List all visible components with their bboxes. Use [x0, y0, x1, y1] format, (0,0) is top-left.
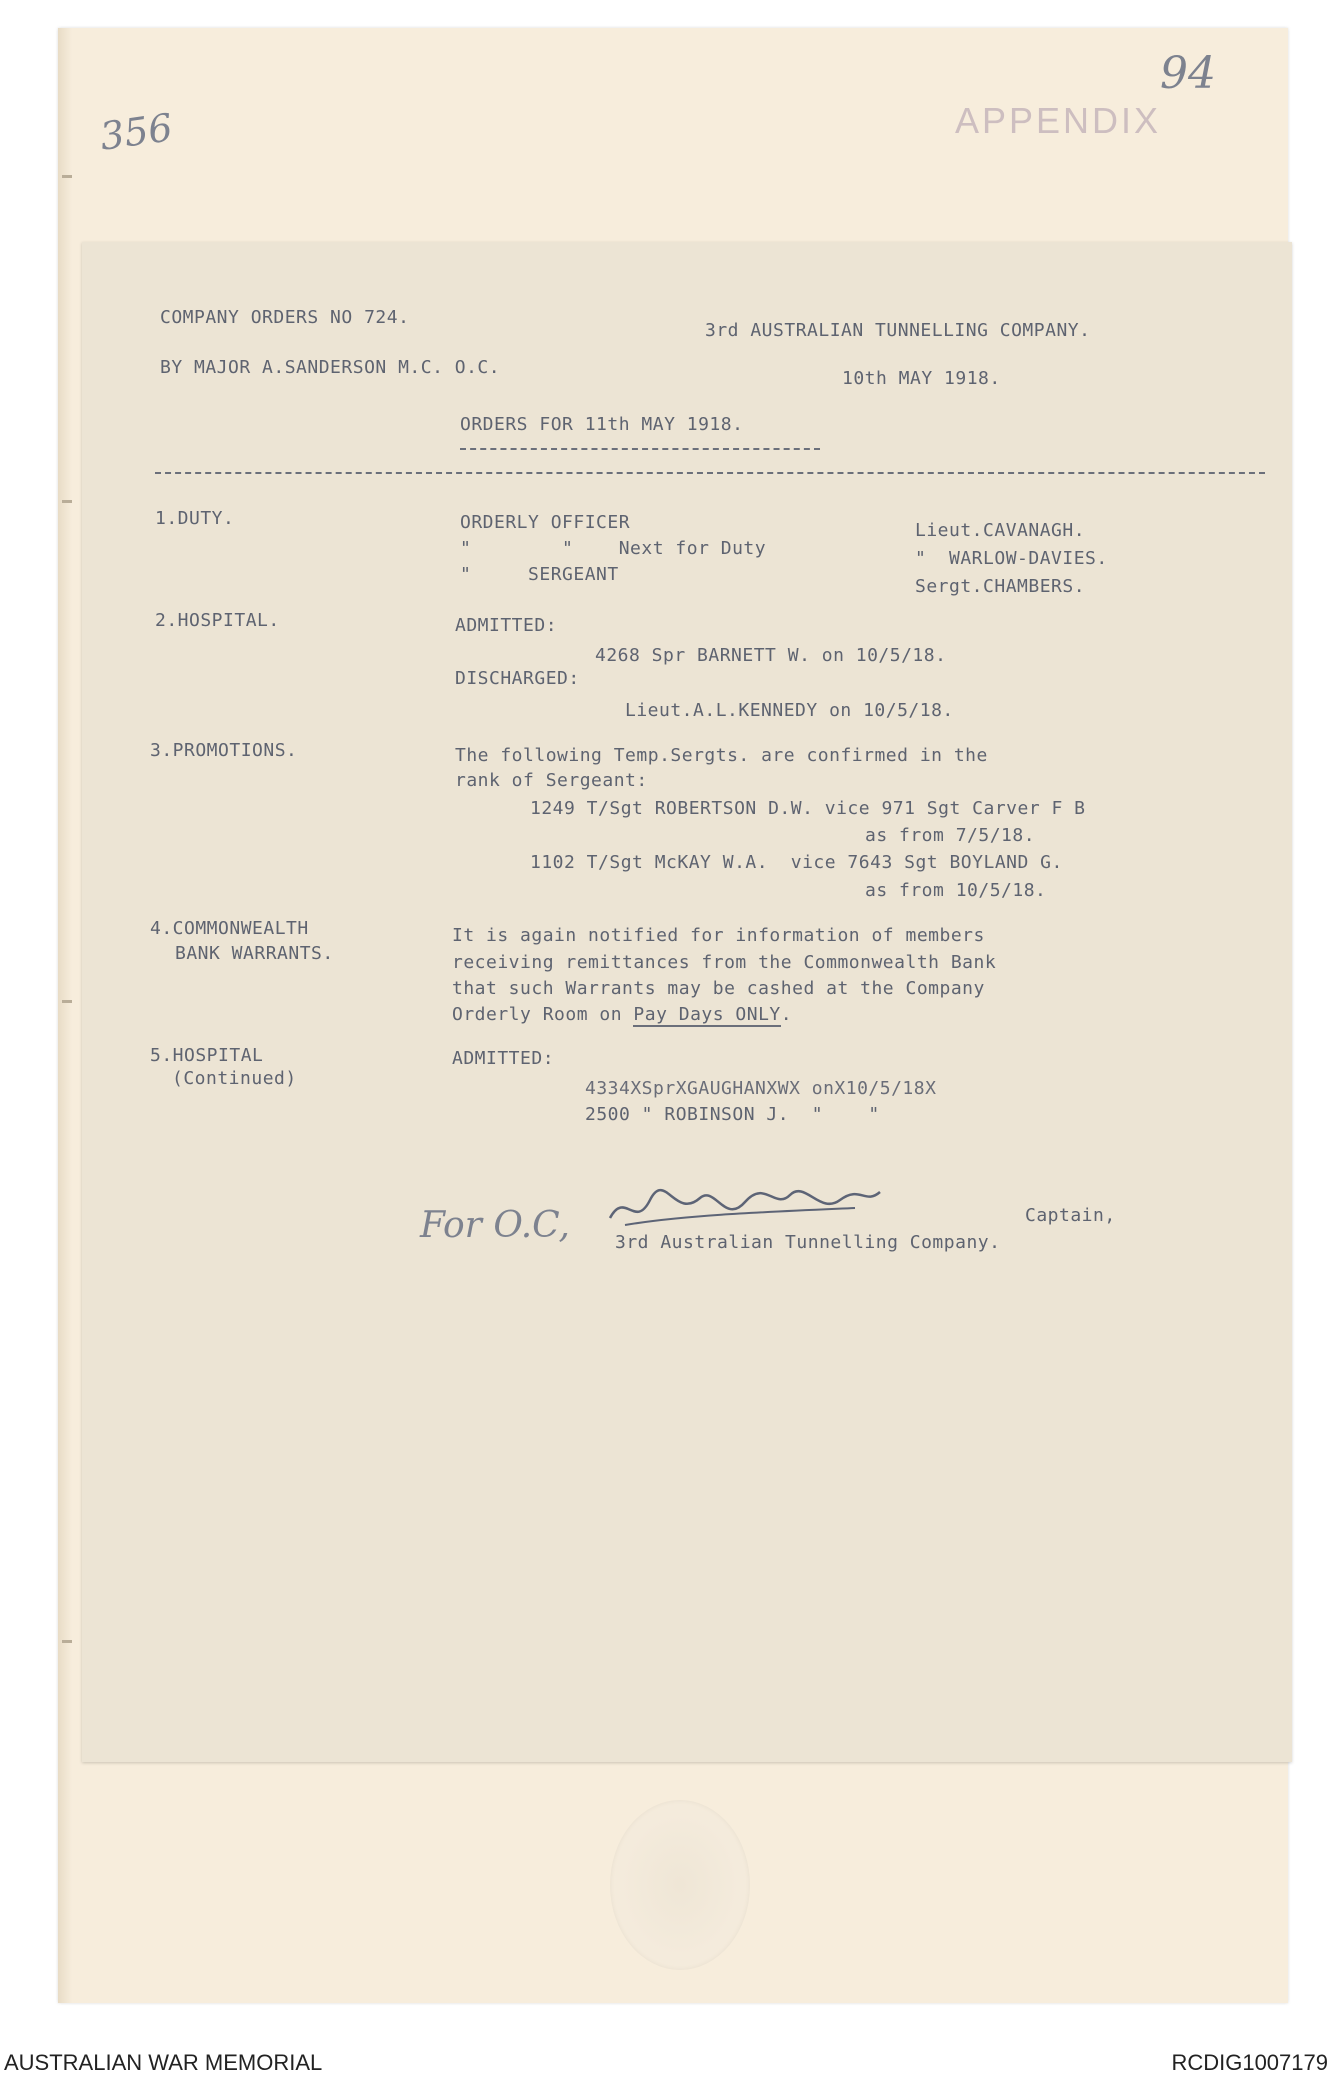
binding-stitch: [62, 500, 72, 503]
heading-underline: [460, 448, 820, 450]
bank-text-4-prefix: Orderly Room on: [452, 1004, 634, 1025]
orders-for-date: ORDERS FOR 11th MAY 1918.: [460, 414, 744, 435]
captain-signature: [605, 1170, 885, 1240]
binding-stitch: [62, 175, 72, 178]
archive-number-handwritten: 356: [97, 105, 176, 159]
footer-reference: RCDIG1007179: [1171, 2050, 1328, 2075]
item-5-title: 5.HOSPITAL: [150, 1045, 264, 1066]
promotion-entry-1-date: as from 7/5/18.: [865, 825, 1036, 846]
orders-number: COMPANY ORDERS NO 724.: [160, 307, 410, 328]
binding-stitch: [62, 1640, 72, 1643]
hospital-admitted-label: ADMITTED:: [455, 615, 558, 636]
struck-out-entry: 4334XSprXGAUGHANXWX onX10/5/18X: [585, 1078, 937, 1099]
signatory-unit: 3rd Australian Tunnelling Company.: [615, 1232, 1001, 1253]
promotion-entry-2-date: as from 10/5/18.: [865, 880, 1047, 901]
pay-days-only: Pay Days ONLY: [633, 1004, 781, 1025]
bank-text-3: that such Warrants may be cashed at the Company: [452, 978, 985, 999]
hospital-cont-entry: 2500 " ROBINSON J. " ": [585, 1104, 880, 1125]
binding-stitch: [62, 1000, 72, 1003]
item-4-title: 4.COMMONWEALTH: [150, 918, 309, 939]
bank-text-4: [452, 1004, 792, 1025]
orders-sheet: [82, 242, 1292, 1762]
bank-text-4-suffix: .: [780, 1004, 793, 1025]
issue-date: 10th MAY 1918.: [842, 368, 1001, 389]
duty-role-2: " " Next for Duty: [460, 538, 767, 559]
unit-name: 3rd AUSTRALIAN TUNNELLING COMPANY.: [705, 320, 1091, 341]
hospital-discharged-label: DISCHARGED:: [455, 668, 580, 689]
for-oc-handwritten: For O.C,: [420, 1205, 570, 1246]
embossed-seal: [610, 1800, 750, 1970]
issued-by: BY MAJOR A.SANDERSON M.C. O.C.: [160, 357, 501, 378]
item-5-title-cont: (Continued): [172, 1068, 297, 1089]
appendix-stamp: APPENDIX: [955, 100, 1162, 141]
bank-text-2: receiving remittances from the Commonwealth Bank: [452, 952, 997, 973]
footer-institution: AUSTRALIAN WAR MEMORIAL: [4, 2050, 323, 2075]
binding-edge: [58, 28, 72, 2003]
bank-text-1: It is again notified for information of members: [452, 925, 985, 946]
promotion-entry-1: 1249 T/Sgt ROBERTSON D.W. vice 971 Sgt Carver F B: [530, 798, 1086, 819]
page-number-handwritten: 94: [1160, 48, 1216, 99]
duty-name-2: " WARLOW-DAVIES.: [915, 548, 1108, 569]
item-2-title: 2.HOSPITAL.: [155, 610, 280, 631]
duty-role-1: ORDERLY OFFICER: [460, 512, 631, 533]
item-3-title: 3.PROMOTIONS.: [150, 740, 298, 761]
promotions-intro-1: The following Temp.Sergts. are confirmed in the: [455, 745, 988, 766]
duty-name-3: Sergt.CHAMBERS.: [915, 576, 1086, 597]
item-4-title-cont: BANK WARRANTS.: [175, 943, 334, 964]
duty-role-3: " SERGEANT: [460, 564, 619, 585]
hospital-cont-admitted-label: ADMITTED:: [452, 1048, 555, 1069]
duty-name-1: Lieut.CAVANAGH.: [915, 520, 1086, 541]
hospital-admitted-entry: 4268 Spr BARNETT W. on 10/5/18.: [595, 645, 947, 666]
item-1-title: 1.DUTY.: [155, 508, 235, 529]
hospital-discharged-entry: Lieut.A.L.KENNEDY on 10/5/18.: [625, 700, 954, 721]
promotions-intro-2: rank of Sergeant:: [455, 770, 648, 791]
promotion-entry-2: 1102 T/Sgt McKAY W.A. vice 7643 Sgt BOYLAND G.: [530, 852, 1063, 873]
header-divider: [155, 472, 1265, 474]
signatory-title: Captain,: [1025, 1205, 1116, 1226]
